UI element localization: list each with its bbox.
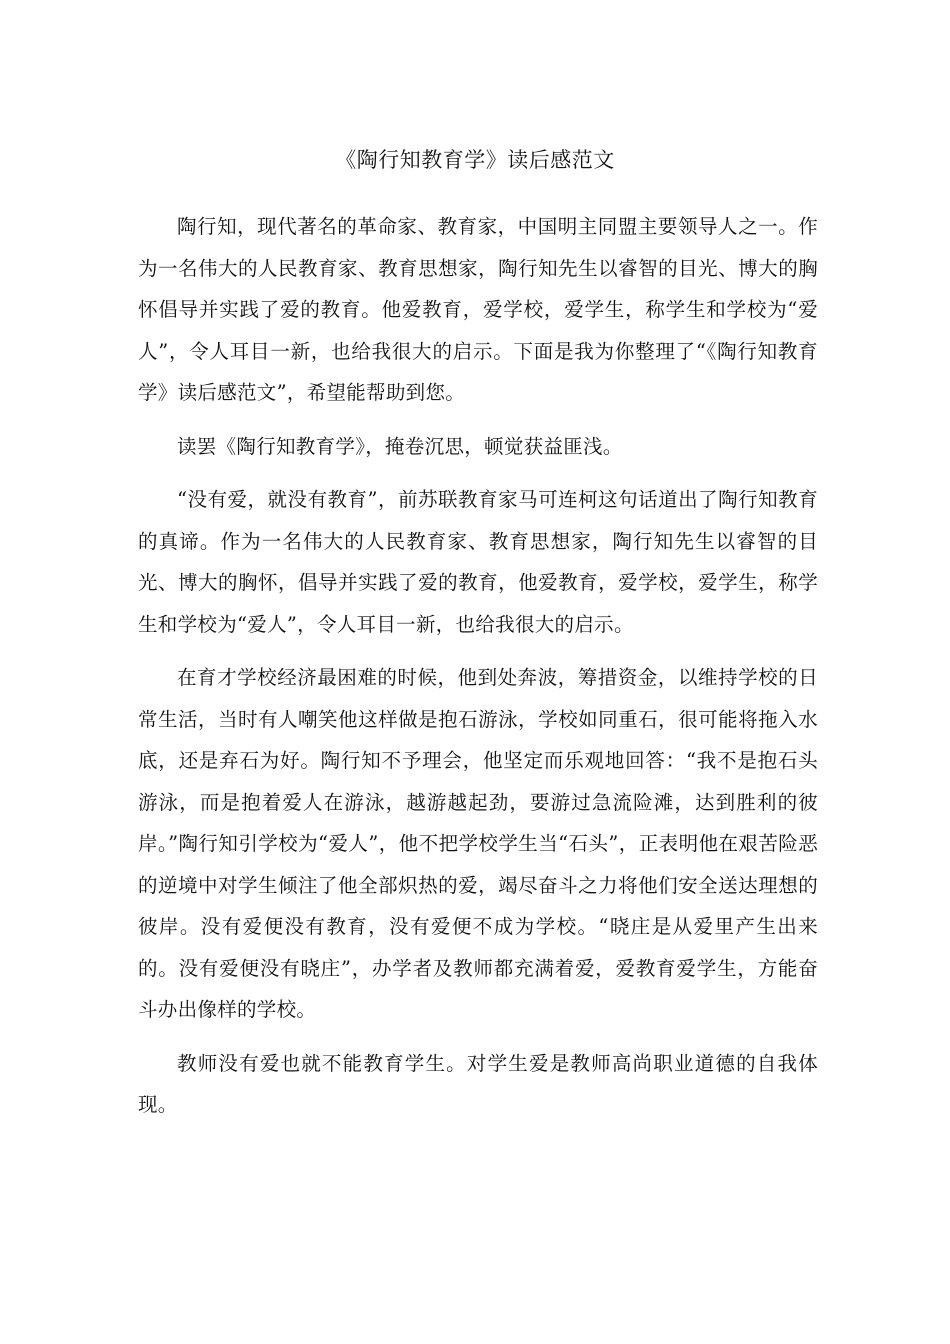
- paragraph-after-reading: 读罢《陶行知教育学》，掩卷沉思，顿觉获益匪浅。: [177, 434, 623, 458]
- paragraph-teacher-love: 教师没有爱也就不能教育学生。对学生爱是教师高尚职业道德的自我体现。: [138, 1051, 818, 1116]
- document-body: [138, 206, 818, 1138]
- paragraph-intro: 陶行知，现代著名的革命家、教育家，中国明主同盟主要领导人之一。作为一名伟大的人民教育家、教育思想家，陶行知先生以睿智的目光、博大的胸怀倡导并实践了爱的教育。他爱教育，爱学校，爱学生，称学生和学校为“爱人”，令人耳目一新，也给我很大的启示。下面是我为你整理了“《陶行知教育学》读后感范文”，希望能帮助到您。: [138, 215, 818, 404]
- paragraph-no-love-no-education: “没有爱，就没有教育”，前苏联教育家马可连柯这句话道出了陶行知教育的真谛。作为一名伟大的人民教育家、教育思想家，陶行知先生以睿智的目光、博大的胸怀，倡导并实践了爱的教育，他爱教育，爱学校，爱学生，称学生和学校为“爱人”，令人耳目一新，也给我很大的启示。: [138, 488, 818, 636]
- document-title: 《陶行知教育学》读后感范文: [335, 148, 615, 172]
- paragraph-yucai-school: 在育才学校经济最困难的时候，他到处奔波，筹措资金，以维持学校的日常生活，当时有人嘲笑他这样做是抱石游泳，学校如同重石，很可能将拖入水底，还是弃石为好。陶行知不予理会，他坚定而乐观地回答：“我不是抱石头游泳，而是抱着爱人在游泳，越游越起劲，要游过急流险滩，达到胜利的彼岸。”陶行知引学校为“爱人”，他不把学校学生当“石头”，正表明他在艰苦险恶的逆境中对学生倾注了他全部炽热的爱，竭尽奋斗之力将他们安全送达理想的彼岸。没有爱便没有教育，没有爱便不成为学校。“晓庄是从爱里产生出来的。没有爱便没有晓庄”，办学者及教师都充满着爱，爱教育爱学生，方能奋斗办出像样的学校。: [138, 666, 818, 1021]
